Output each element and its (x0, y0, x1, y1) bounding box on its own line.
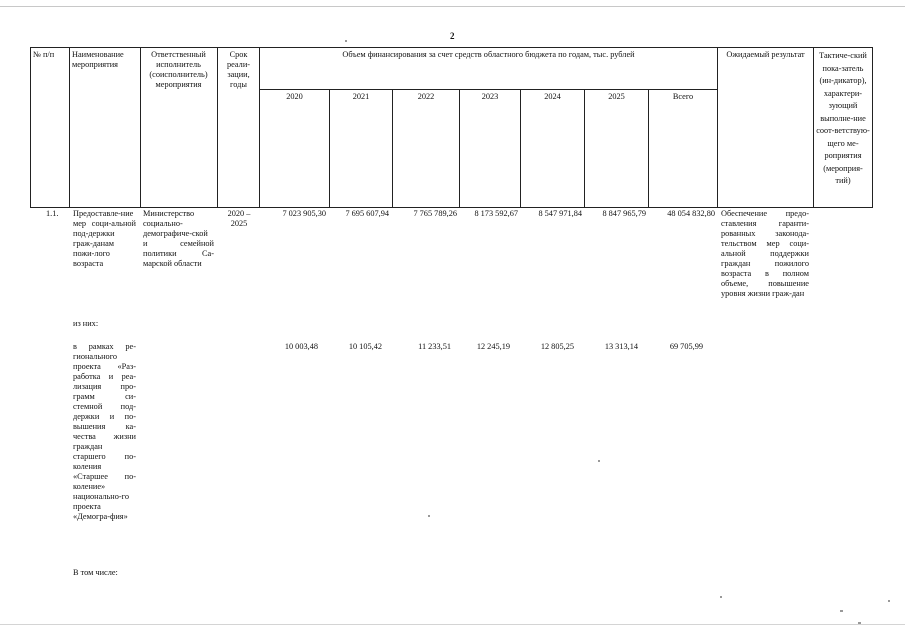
grid-line (30, 207, 873, 208)
scan-artifact (345, 40, 347, 42)
row-term: 2020 – 2025 (227, 209, 251, 228)
row-number: 1.1. (46, 209, 59, 218)
header-financing: Объем финансирования за счет средств областного бюджета по годам, тыс. рублей (342, 50, 635, 59)
subrow-value-2025: 13 313,14 (604, 342, 638, 351)
of-which-label: из них: (73, 319, 99, 328)
header-year-2023: 2023 (481, 92, 499, 101)
row-value-2022: 7 765 789,26 (413, 209, 457, 218)
header-number: № п/п (33, 50, 55, 59)
header-year-2020: 2020 (286, 92, 303, 101)
subrow-value-2021: 10 105,42 (348, 342, 382, 351)
scan-artifact (858, 622, 861, 624)
subrow-value-2022: 11 233,51 (418, 342, 451, 351)
including-label: В том числе: (73, 568, 118, 577)
row-name: Предоставле-ние мер соци-альной под-держки граж-данам пожи-лого возраста (73, 209, 136, 268)
header-responsible: Ответственный исполнитель (соисполнитель) мероприятия (149, 50, 208, 89)
row-value-2025: 8 847 965,79 (602, 209, 646, 218)
grid-line (217, 47, 218, 208)
row-value-total: 48 054 832,80 (667, 209, 715, 218)
header-term: Срок реали-зации, годы (226, 50, 251, 89)
grid-line (648, 89, 649, 208)
grid-line (392, 89, 393, 208)
row-value-2024: 8 547 971,84 (538, 209, 582, 218)
grid-line (30, 47, 31, 208)
grid-line (584, 89, 585, 208)
grid-line (459, 89, 460, 208)
header-result: Ожидаемый результат (726, 50, 805, 59)
scan-artifact (888, 600, 890, 602)
grid-line (30, 47, 873, 48)
grid-line (259, 47, 260, 208)
grid-line (520, 89, 521, 208)
grid-line (329, 89, 330, 208)
header-total: Всего (672, 92, 694, 101)
header-name: Наименование мероприятия (72, 50, 124, 69)
row-value-2020: 7 023 905,30 (282, 209, 326, 218)
header-year-2022: 2022 (417, 92, 435, 101)
scan-artifact (0, 624, 905, 625)
row-responsible: Министерство социально-демографиче-ской и семейной политики Са-марской области (143, 209, 214, 268)
grid-line (717, 47, 718, 208)
row-value-2023: 8 173 592,67 (474, 209, 518, 218)
header-year-2024: 2024 (544, 92, 561, 101)
scan-artifact (428, 515, 430, 517)
grid-line (259, 89, 717, 90)
scan-artifact (0, 6, 905, 7)
scan-artifact (840, 610, 843, 612)
header-year-2025: 2025 (608, 92, 625, 101)
page-number: 2 (450, 31, 455, 41)
grid-line (69, 47, 70, 208)
row-value-2021: 7 695 607,94 (345, 209, 389, 218)
subrow-value-2024: 12 805,25 (540, 342, 574, 351)
scan-artifact (720, 596, 722, 598)
subrow-value-total: 69 705,99 (669, 342, 703, 351)
subrow-value-2023: 12 245,19 (476, 342, 510, 351)
grid-line (140, 47, 141, 208)
header-indicator: Тактиче-ский пока-затель (ин-дикатор), характери-зующий выполне-ние соот-ветствую-щего ме-роприятия (мероприя-тий) (816, 51, 870, 185)
scan-artifact (598, 460, 600, 462)
row-result: Обеспечение предо-ставления гаранти-рованных законода-тельством мер соци-альной поддержки граждан пожилого возраста в полном объеме, повышение уровня жизни граж-дан (721, 209, 809, 298)
grid-line (813, 47, 814, 208)
grid-line (872, 47, 873, 208)
subrow-name: в рамках ре-гионального проекта «Раз-работка и реа-лизация про-грамм си-стемной под-держки и по-вышения ка-чества жизни граждан старшего по-коления «Старшее по-коление» национально-го проекта «Демогра-фия» (73, 342, 136, 521)
subrow-value-2020: 10 003,48 (284, 342, 318, 351)
header-year-2021: 2021 (352, 92, 370, 101)
